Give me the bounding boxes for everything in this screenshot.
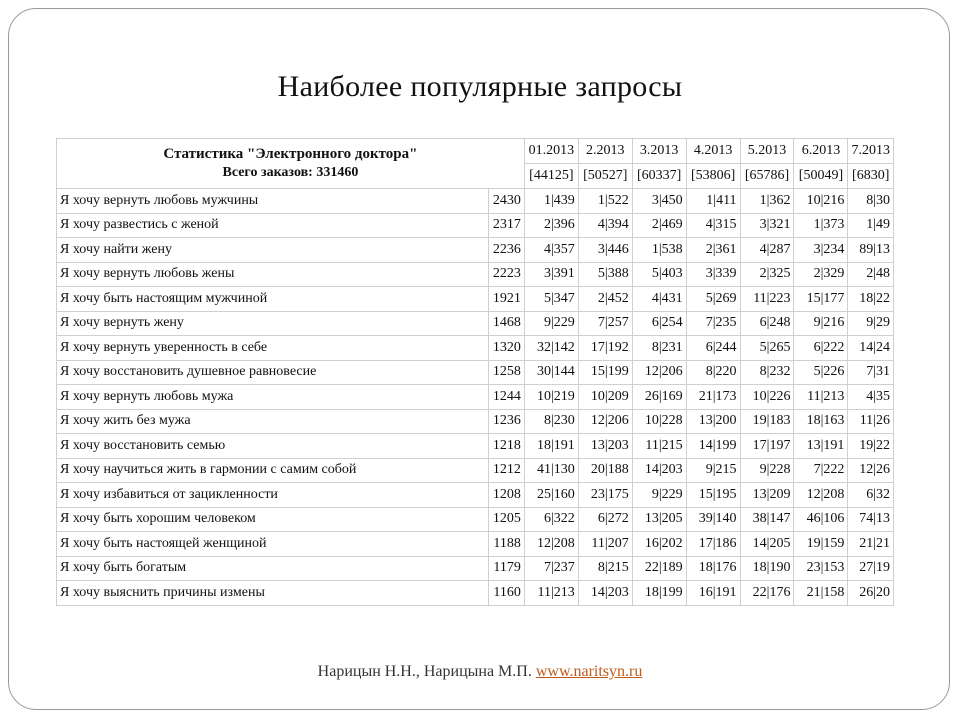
query-count: 2236 <box>488 238 524 263</box>
query-period-value: 12|208 <box>794 483 848 508</box>
query-period-value: 1|522 <box>578 189 632 214</box>
query-period-value: 2|469 <box>632 213 686 238</box>
query-period-value: 14|199 <box>686 434 740 459</box>
query-period-value: 20|188 <box>578 458 632 483</box>
query-name: Я хочу быть настоящей женщиной <box>57 532 489 557</box>
table-row <box>57 532 894 557</box>
query-period-value: 11|215 <box>632 434 686 459</box>
query-period-value: 9|216 <box>794 311 848 336</box>
query-period-value: 30|144 <box>524 360 578 385</box>
query-period-value: 10|228 <box>632 409 686 434</box>
query-period-value: 10|226 <box>740 385 794 410</box>
query-period-value: 12|206 <box>578 409 632 434</box>
table-title: Статистика "Электронного доктора" <box>163 146 418 163</box>
query-period-value: 7|31 <box>848 360 894 385</box>
query-period-value: 2|361 <box>686 238 740 263</box>
query-count: 2223 <box>488 262 524 287</box>
query-count: 1179 <box>488 556 524 581</box>
query-period-value: 9|215 <box>686 458 740 483</box>
query-period-value: 19|22 <box>848 434 894 459</box>
query-period-value: 7|235 <box>686 311 740 336</box>
query-period-value: 8|230 <box>524 409 578 434</box>
table-row <box>57 189 894 214</box>
query-period-value: 1|373 <box>794 213 848 238</box>
query-period-value: 39|140 <box>686 507 740 532</box>
query-period-value: 13|191 <box>794 434 848 459</box>
query-period-value: 15|195 <box>686 483 740 508</box>
period-header: 3.2013 <box>632 139 686 164</box>
query-count: 2430 <box>488 189 524 214</box>
table-row <box>57 409 894 434</box>
query-name: Я хочу вернуть любовь мужа <box>57 385 489 410</box>
query-period-value: 11|213 <box>524 581 578 606</box>
query-count: 1921 <box>488 287 524 312</box>
query-period-value: 8|30 <box>848 189 894 214</box>
query-count: 1208 <box>488 483 524 508</box>
query-period-value: 8|220 <box>686 360 740 385</box>
query-period-value: 5|403 <box>632 262 686 287</box>
query-period-value: 13|209 <box>740 483 794 508</box>
query-name: Я хочу развестись с женой <box>57 213 489 238</box>
query-name: Я хочу быть богатым <box>57 556 489 581</box>
query-period-value: 3|339 <box>686 262 740 287</box>
query-period-value: 23|153 <box>794 556 848 581</box>
query-period-value: 9|228 <box>740 458 794 483</box>
query-period-value: 21|21 <box>848 532 894 557</box>
table-row <box>57 556 894 581</box>
header-row-periods <box>57 139 894 164</box>
query-period-value: 10|216 <box>794 189 848 214</box>
query-period-value: 3|321 <box>740 213 794 238</box>
query-period-value: 15|177 <box>794 287 848 312</box>
query-count: 1320 <box>488 336 524 361</box>
query-period-value: 21|173 <box>686 385 740 410</box>
table-row <box>57 311 894 336</box>
query-period-value: 6|32 <box>848 483 894 508</box>
query-count: 1468 <box>488 311 524 336</box>
query-period-value: 23|175 <box>578 483 632 508</box>
period-header: 6.2013 <box>794 139 848 164</box>
query-period-value: 1|362 <box>740 189 794 214</box>
table-heading-cell <box>57 139 525 189</box>
query-count: 1258 <box>488 360 524 385</box>
query-period-value: 16|191 <box>686 581 740 606</box>
query-period-value: 7|222 <box>794 458 848 483</box>
period-header: 4.2013 <box>686 139 740 164</box>
query-period-value: 18|176 <box>686 556 740 581</box>
period-total: [44125] <box>524 164 578 189</box>
query-period-value: 1|538 <box>632 238 686 263</box>
query-name: Я хочу быть хорошим человеком <box>57 507 489 532</box>
query-period-value: 3|450 <box>632 189 686 214</box>
period-header: 7.2013 <box>848 139 894 164</box>
query-period-value: 13|205 <box>632 507 686 532</box>
period-total: [50527] <box>578 164 632 189</box>
query-period-value: 11|223 <box>740 287 794 312</box>
query-count: 1244 <box>488 385 524 410</box>
query-period-value: 18|190 <box>740 556 794 581</box>
query-period-value: 8|232 <box>740 360 794 385</box>
query-period-value: 22|176 <box>740 581 794 606</box>
query-period-value: 5|347 <box>524 287 578 312</box>
query-period-value: 4|394 <box>578 213 632 238</box>
query-period-value: 2|329 <box>794 262 848 287</box>
query-period-value: 32|142 <box>524 336 578 361</box>
query-period-value: 12|208 <box>524 532 578 557</box>
query-period-value: 10|219 <box>524 385 578 410</box>
query-count: 1236 <box>488 409 524 434</box>
period-header: 5.2013 <box>740 139 794 164</box>
query-period-value: 4|315 <box>686 213 740 238</box>
query-period-value: 14|203 <box>578 581 632 606</box>
query-count: 1212 <box>488 458 524 483</box>
query-period-value: 6|244 <box>686 336 740 361</box>
query-name: Я хочу вернуть любовь мужчины <box>57 189 489 214</box>
query-period-value: 14|203 <box>632 458 686 483</box>
table-row <box>57 360 894 385</box>
query-period-value: 9|229 <box>524 311 578 336</box>
query-period-value: 2|396 <box>524 213 578 238</box>
query-period-value: 27|19 <box>848 556 894 581</box>
query-period-value: 5|265 <box>740 336 794 361</box>
query-period-value: 11|26 <box>848 409 894 434</box>
query-period-value: 10|209 <box>578 385 632 410</box>
query-period-value: 5|226 <box>794 360 848 385</box>
table-subtitle: Всего заказов: 331460 <box>222 165 359 181</box>
table-row <box>57 458 894 483</box>
period-header: 2.2013 <box>578 139 632 164</box>
query-period-value: 18|191 <box>524 434 578 459</box>
query-period-value: 25|160 <box>524 483 578 508</box>
query-period-value: 41|130 <box>524 458 578 483</box>
query-period-value: 9|29 <box>848 311 894 336</box>
table-row <box>57 287 894 312</box>
table-row <box>57 213 894 238</box>
table-row <box>57 581 894 606</box>
query-name: Я хочу восстановить семью <box>57 434 489 459</box>
query-period-value: 17|197 <box>740 434 794 459</box>
query-count: 1205 <box>488 507 524 532</box>
query-name: Я хочу найти жену <box>57 238 489 263</box>
query-period-value: 7|257 <box>578 311 632 336</box>
query-period-value: 26|20 <box>848 581 894 606</box>
query-name: Я хочу жить без мужа <box>57 409 489 434</box>
query-period-value: 14|205 <box>740 532 794 557</box>
period-header: 01.2013 <box>524 139 578 164</box>
query-count: 1188 <box>488 532 524 557</box>
query-period-value: 13|200 <box>686 409 740 434</box>
query-period-value: 18|199 <box>632 581 686 606</box>
query-period-value: 15|199 <box>578 360 632 385</box>
table-row <box>57 434 894 459</box>
query-period-value: 19|159 <box>794 532 848 557</box>
query-name: Я хочу вернуть жену <box>57 311 489 336</box>
query-name: Я хочу вернуть уверенность в себе <box>57 336 489 361</box>
period-total: [53806] <box>686 164 740 189</box>
query-period-value: 12|206 <box>632 360 686 385</box>
query-period-value: 3|446 <box>578 238 632 263</box>
footer-authors: Нарицын Н.Н., Нарицына М.П. <box>317 663 532 680</box>
period-total: [65786] <box>740 164 794 189</box>
query-period-value: 6|254 <box>632 311 686 336</box>
query-count: 2317 <box>488 213 524 238</box>
query-period-value: 6|322 <box>524 507 578 532</box>
slide-footer <box>0 663 960 681</box>
query-name: Я хочу выяснить причины измены <box>57 581 489 606</box>
query-period-value: 3|234 <box>794 238 848 263</box>
query-period-value: 4|357 <box>524 238 578 263</box>
table-row <box>57 238 894 263</box>
query-period-value: 11|207 <box>578 532 632 557</box>
query-period-value: 8|231 <box>632 336 686 361</box>
query-period-value: 4|431 <box>632 287 686 312</box>
query-period-value: 26|169 <box>632 385 686 410</box>
query-name: Я хочу быть настоящим мужчиной <box>57 287 489 312</box>
query-period-value: 13|203 <box>578 434 632 459</box>
query-period-value: 1|49 <box>848 213 894 238</box>
query-name: Я хочу научиться жить в гармонии с самим собой <box>57 458 489 483</box>
query-period-value: 7|237 <box>524 556 578 581</box>
query-name: Я хочу вернуть любовь жены <box>57 262 489 287</box>
query-period-value: 8|215 <box>578 556 632 581</box>
query-period-value: 4|287 <box>740 238 794 263</box>
stats-table <box>56 138 894 606</box>
slide-title: Наиболее популярные запросы <box>277 70 683 103</box>
query-period-value: 38|147 <box>740 507 794 532</box>
query-period-value: 74|13 <box>848 507 894 532</box>
query-period-value: 14|24 <box>848 336 894 361</box>
query-period-value: 18|163 <box>794 409 848 434</box>
query-count: 1160 <box>488 581 524 606</box>
query-period-value: 9|229 <box>632 483 686 508</box>
query-period-value: 18|22 <box>848 287 894 312</box>
stats-table-region <box>56 138 894 622</box>
table-row <box>57 262 894 287</box>
query-period-value: 19|183 <box>740 409 794 434</box>
table-row <box>57 483 894 508</box>
query-period-value: 6|248 <box>740 311 794 336</box>
period-total: [6830] <box>848 164 894 189</box>
query-period-value: 6|222 <box>794 336 848 361</box>
query-count: 1218 <box>488 434 524 459</box>
query-period-value: 2|325 <box>740 262 794 287</box>
query-name: Я хочу избавиться от зацикленности <box>57 483 489 508</box>
query-period-value: 4|35 <box>848 385 894 410</box>
query-period-value: 17|192 <box>578 336 632 361</box>
query-period-value: 3|391 <box>524 262 578 287</box>
stats-table-body <box>57 139 894 606</box>
query-period-value: 5|269 <box>686 287 740 312</box>
query-period-value: 6|272 <box>578 507 632 532</box>
query-period-value: 2|452 <box>578 287 632 312</box>
query-period-value: 12|26 <box>848 458 894 483</box>
query-period-value: 5|388 <box>578 262 632 287</box>
period-total: [50049] <box>794 164 848 189</box>
query-period-value: 16|202 <box>632 532 686 557</box>
query-period-value: 1|411 <box>686 189 740 214</box>
table-row <box>57 336 894 361</box>
query-period-value: 2|48 <box>848 262 894 287</box>
footer-website-link[interactable]: www.naritsyn.ru <box>535 663 643 680</box>
query-name: Я хочу восстановить душевное равновесие <box>57 360 489 385</box>
query-period-value: 17|186 <box>686 532 740 557</box>
query-period-value: 11|213 <box>794 385 848 410</box>
table-row <box>57 507 894 532</box>
period-total: [60337] <box>632 164 686 189</box>
query-period-value: 46|106 <box>794 507 848 532</box>
query-period-value: 1|439 <box>524 189 578 214</box>
query-period-value: 22|189 <box>632 556 686 581</box>
query-period-value: 89|13 <box>848 238 894 263</box>
table-row <box>57 385 894 410</box>
query-period-value: 21|158 <box>794 581 848 606</box>
